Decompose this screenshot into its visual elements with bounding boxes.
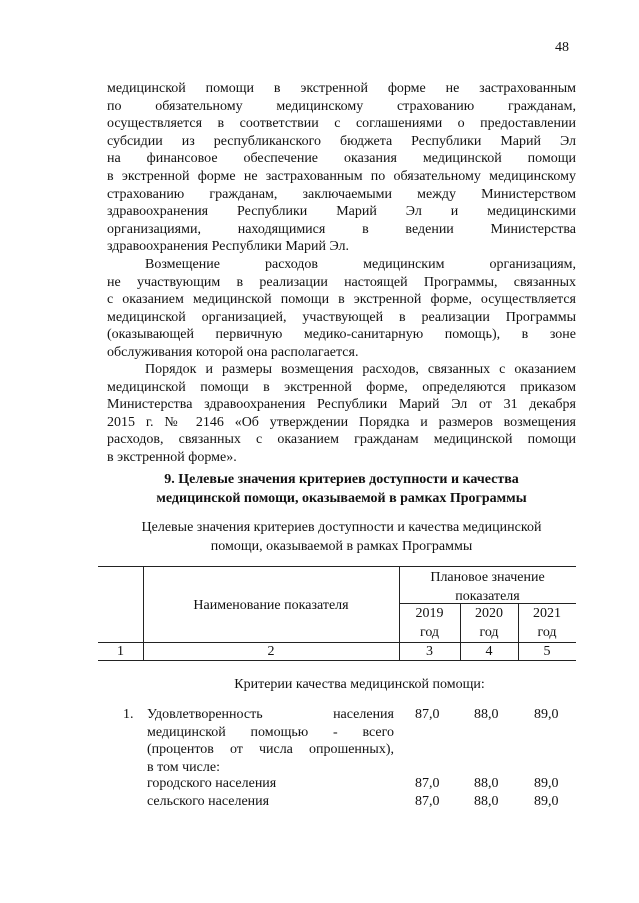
- year-label: 2021: [533, 606, 561, 621]
- text-line: медицинской организацией, участвующей в реализации Программы: [107, 309, 576, 325]
- row-number: 1.: [123, 707, 134, 722]
- text-line: осуществляется в соответствии с соглашениями о предоставлении: [107, 116, 576, 132]
- header-line: показателя: [455, 589, 520, 604]
- text-line: расходов, связанных с оказанием гражданам медицинской помощи: [107, 432, 576, 448]
- year-label: 2019: [415, 606, 444, 621]
- value-2019: 87,0: [415, 794, 440, 809]
- text-line: Порядок и размеры возмещения расходов, связанных с оказанием: [145, 362, 576, 377]
- column-number: 2: [267, 644, 275, 659]
- paragraph-1: [107, 80, 576, 256]
- row-indicator-text: городского населения: [147, 776, 277, 791]
- row-indicator-text: [147, 706, 394, 776]
- text-line: здравоохранения Республики Марий Эл.: [107, 239, 350, 255]
- header-planned-value: [399, 568, 576, 606]
- text-line: не участвующим в реализации настоящей Программы, связанных: [107, 274, 576, 290]
- value-2019: 87,0: [415, 776, 440, 791]
- text-line: с оказанием медицинской помощи в экстренной форме, осуществляется: [107, 292, 576, 308]
- year-unit: год: [537, 625, 557, 640]
- text-line: обслуживания которой она располагается.: [107, 344, 359, 360]
- value-2021: 89,0: [534, 707, 559, 722]
- column-number: 5: [543, 644, 551, 659]
- year-unit: год: [479, 625, 499, 640]
- paragraph-2: [107, 256, 576, 362]
- text-line: медицинской помощи в экстренной форме не застрахованным: [107, 81, 576, 96]
- row-indicator-text: сельского населения: [147, 794, 270, 809]
- header-year-2020: [460, 604, 518, 642]
- header-year-2021: [518, 604, 576, 642]
- text-line: в экстренной форме».: [107, 449, 237, 465]
- table-border: [98, 566, 576, 567]
- text-line: здравоохранения Республики Марий Эл и медицинскими: [107, 204, 576, 220]
- text-line: 2015 г. № 2146 «Об утверждении Порядка и размеров возмещения: [107, 414, 576, 430]
- text-line: страхованию гражданам, заключаемыми между Министерством: [107, 186, 576, 202]
- text-line: субсидии из республиканского бюджета Республики Марий Эл: [107, 133, 576, 149]
- year-unit: год: [419, 625, 440, 640]
- column-number: 3: [426, 644, 433, 659]
- criteria-group-title: Критерии качества медицинской помощи:: [234, 677, 485, 692]
- text-line: в том числе:: [147, 759, 220, 775]
- value-2021: 89,0: [534, 794, 559, 809]
- section-heading: [107, 470, 576, 508]
- text-line: медицинской помощью - всего: [147, 724, 394, 740]
- year-label: 2020: [475, 606, 503, 621]
- text-line: Министерства здравоохранения Республики Марий Эл от 31 декабря: [107, 397, 576, 413]
- column-number: 1: [117, 644, 124, 659]
- text-line: Удовлетворенность населения: [147, 707, 394, 722]
- heading-line: 9. Целевые значения критериев доступности и качества: [164, 472, 519, 487]
- text-line: медицинской помощи в экстренной форме, определяются приказом: [107, 379, 576, 395]
- text-line: организациями, находящимися в ведении Министерства: [107, 221, 576, 237]
- caption-line: Целевые значения критериев доступности и качества медицинской: [141, 520, 542, 535]
- header-year-2019: [399, 604, 460, 642]
- value-2019: 87,0: [415, 707, 440, 722]
- value-2021: 89,0: [534, 776, 559, 791]
- value-2020: 88,0: [474, 776, 499, 791]
- caption-line: помощи, оказываемой в рамках Программы: [210, 539, 473, 554]
- header-indicator-name: Наименование показателя: [193, 598, 349, 613]
- text-line: Возмещение расходов медицинским организациям,: [145, 257, 576, 272]
- value-2020: 88,0: [474, 794, 499, 809]
- header-line: Плановое значение: [430, 570, 545, 585]
- page-number: 48: [555, 40, 569, 55]
- table-caption: [107, 518, 576, 556]
- paragraph-3: [107, 361, 576, 467]
- text-line: по обязательному медицинскому страхованию гражданам,: [107, 98, 576, 114]
- text-line: в экстренной форме не застрахованным по обязательному медицинскому: [107, 168, 576, 184]
- text-line: на финансовое обеспечение оказания медицинской помощи: [107, 151, 576, 167]
- value-2020: 88,0: [474, 707, 499, 722]
- heading-line: медицинской помощи, оказываемой в рамках Программы: [156, 491, 527, 506]
- text-line: (процентов от числа опрошенных),: [147, 742, 394, 758]
- text-line: (оказывающей первичную медико-санитарную помощь), в зоне: [107, 327, 576, 343]
- column-number: 4: [485, 644, 493, 659]
